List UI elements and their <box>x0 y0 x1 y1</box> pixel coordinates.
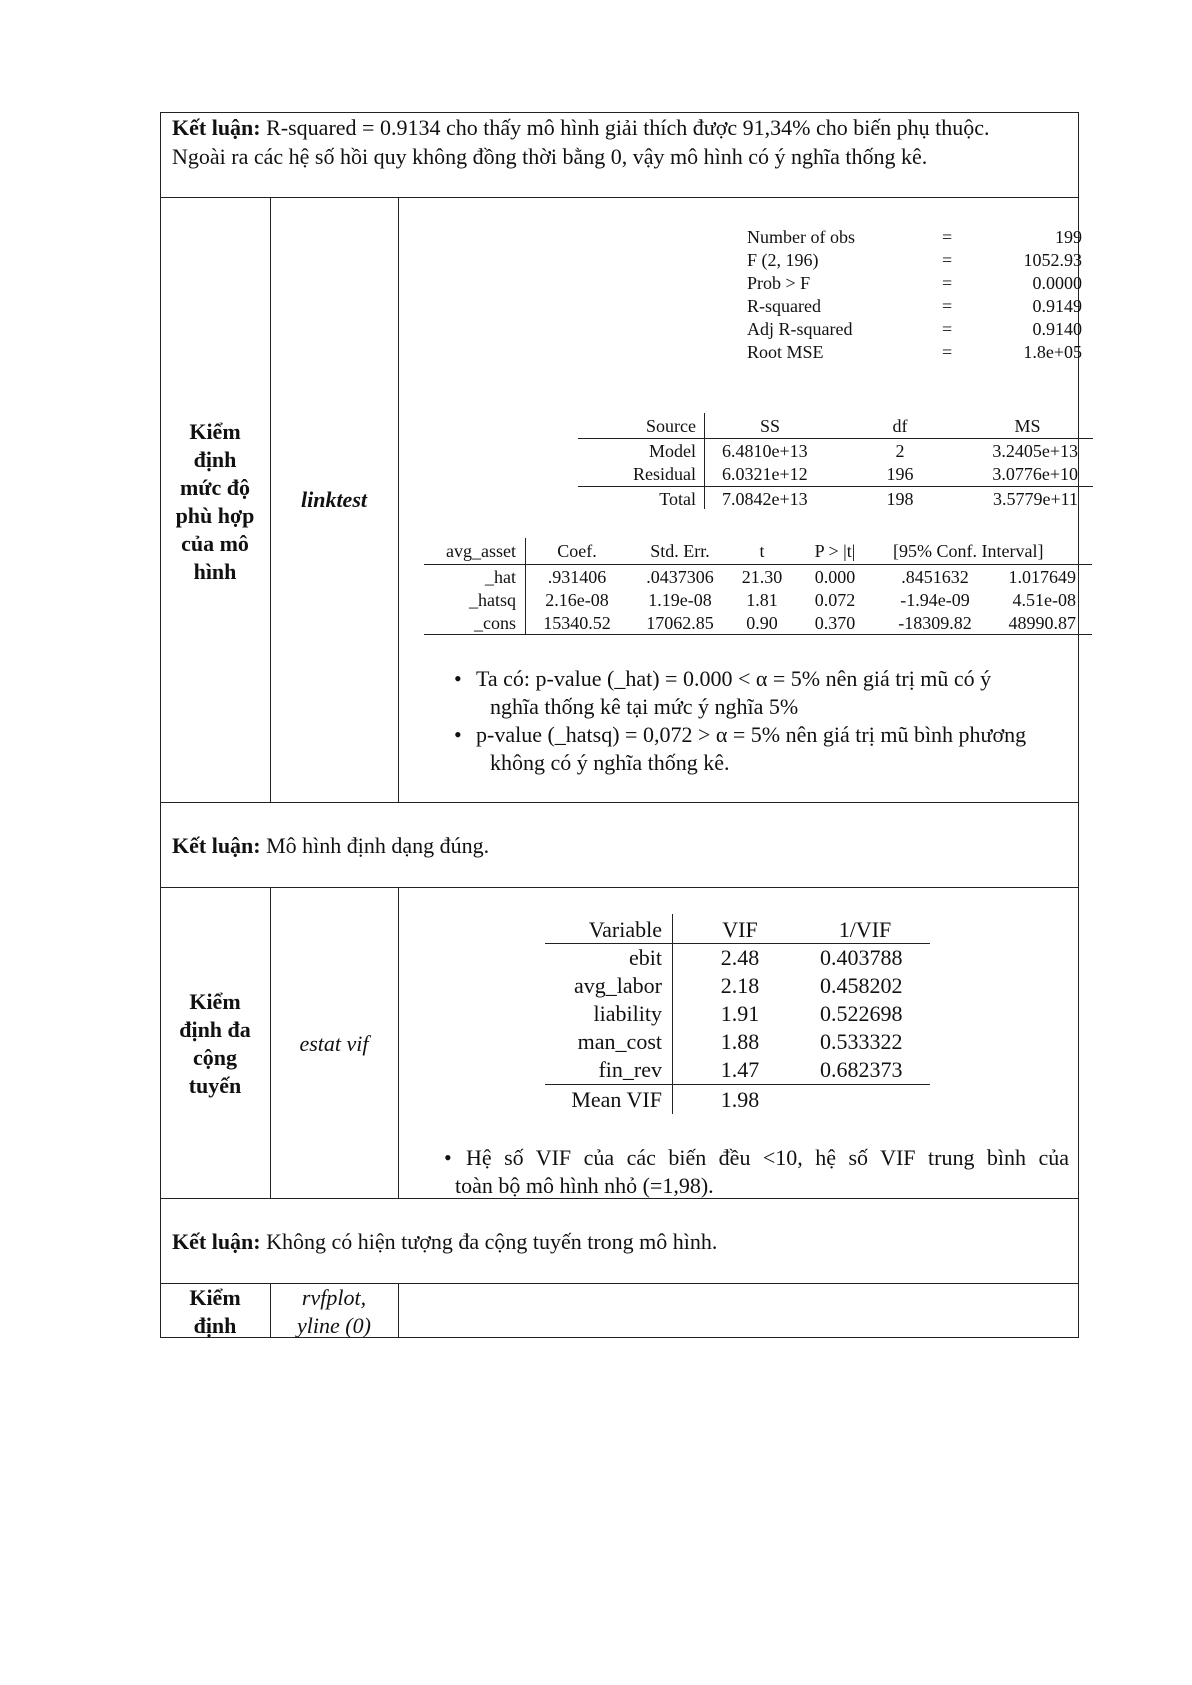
label-line: cộng <box>193 1045 237 1070</box>
bullet-item <box>454 721 1076 777</box>
stat-eq: = <box>942 227 953 247</box>
coef-var: _hat <box>485 567 516 587</box>
coef-value: .931406 <box>547 567 607 587</box>
stat-name: Prob > F <box>747 273 811 293</box>
vif-variable: liability <box>593 1001 662 1026</box>
stat-name: Adj R-squared <box>747 319 853 339</box>
label-line: Kiểm <box>189 989 241 1014</box>
vif-inverse: 0.522698 <box>820 1001 903 1026</box>
anova-ss: 7.0842e+13 <box>722 489 808 509</box>
bullet-text: Hệ số VIF của các biến đều <10, hệ số VIF trung bình của <box>466 1145 1069 1170</box>
coef-ci-low: -18309.82 <box>898 613 972 633</box>
conclusion-label: Kết luận: <box>172 833 261 858</box>
bullet-dot: • <box>454 722 462 747</box>
vif-inverse: 0.403788 <box>820 945 903 970</box>
vif-value: 1.91 <box>720 1001 760 1026</box>
anova-source: Residual <box>633 464 696 484</box>
coef-ci-high: 4.51e-08 <box>1012 590 1076 610</box>
coef-header: [95% Conf. Interval] <box>893 541 1044 561</box>
coef-p: 0.072 <box>814 590 856 610</box>
anova-ss: 6.0321e+12 <box>722 464 808 484</box>
conclusion-label: Kết luận: <box>172 115 261 140</box>
coef-var: _hatsq <box>469 590 516 610</box>
anova-ss: 6.4810e+13 <box>722 441 808 461</box>
coef-ci-low: .8451632 <box>901 567 969 587</box>
coef-ci-high: 1.017649 <box>1008 567 1076 587</box>
coef-p: 0.000 <box>814 567 856 587</box>
bullet-text: nghĩa thống kê tại mức ý nghĩa 5% <box>490 694 799 719</box>
conclusion-text: Ngoài ra các hệ số hồi quy không đồng thời bằng 0, vậy mô hình có ý nghĩa thống kê. <box>172 144 928 169</box>
anova-header: Source <box>646 416 696 436</box>
heteroskedasticity-test-command <box>270 1284 398 1340</box>
coef-header: t <box>759 541 765 561</box>
anova-source: Model <box>649 441 696 461</box>
conclusion-significance <box>172 142 927 172</box>
label-line: của mô <box>181 531 249 556</box>
stat-value: 0.9140 <box>1032 319 1082 339</box>
bullet-text: p-value (_hatsq) = 0,072 > α = 5% nên giá trị mũ bình phương <box>476 722 1027 747</box>
table-rule <box>545 1084 930 1085</box>
label-line: hình <box>193 559 237 584</box>
coef-ci-low: -1.94e-09 <box>900 590 970 610</box>
row-divider <box>160 802 1079 803</box>
table-rule <box>578 438 1093 439</box>
anova-ms: 3.2405e+13 <box>992 441 1078 461</box>
stat-name: Root MSE <box>747 342 824 362</box>
stat-eq: = <box>942 296 953 316</box>
label-line: Kiểm <box>189 419 241 444</box>
stat-name: F (2, 196) <box>747 250 819 270</box>
anova-df: 2 <box>895 441 905 461</box>
vif-header: Variable <box>588 917 662 942</box>
vif-header: 1/VIF <box>838 917 892 942</box>
label-line: định đa <box>179 1017 251 1042</box>
table-rule <box>545 943 930 944</box>
bullet-text: toàn bộ mô hình nhỏ (=1,98). <box>455 1173 714 1198</box>
coef-t: 0.90 <box>746 613 778 633</box>
row-divider <box>160 887 1079 888</box>
stat-value: 1.8e+05 <box>1023 342 1082 362</box>
coef-ci-high: 48990.87 <box>1008 613 1076 633</box>
table-separator <box>704 413 705 509</box>
command-line: yline (0) <box>297 1313 371 1338</box>
vif-header: VIF <box>722 917 758 942</box>
bullet-text: không có ý nghĩa thống kê. <box>490 750 730 775</box>
vif-inverse: 0.533322 <box>820 1029 903 1054</box>
anova-header: df <box>892 416 908 436</box>
coef-header: Std. Err. <box>650 541 710 561</box>
stat-value: 1052.93 <box>1023 250 1082 270</box>
coef-var: _cons <box>474 613 516 633</box>
label-line: tuyến <box>188 1073 242 1098</box>
conclusion-text: Mô hình định dạng đúng. <box>260 833 490 858</box>
anova-df: 196 <box>886 464 914 484</box>
anova-source: Total <box>659 489 696 509</box>
stat-name: Number of obs <box>747 227 855 247</box>
coef-value: 2.16e-08 <box>545 590 609 610</box>
vif-mean-label: Mean VIF <box>571 1087 662 1112</box>
bullet-text: Ta có: p-value (_hat) = 0.000 < α = 5% nên giá trị mũ có ý <box>476 666 992 691</box>
conclusion-text: Không có hiện tượng đa cộng tuyến trong mô hình. <box>260 1229 718 1254</box>
label-line: Kiểm <box>189 1285 241 1310</box>
vif-value: 2.18 <box>720 973 760 998</box>
label-line: định <box>193 1313 237 1338</box>
label-line: mức độ <box>179 475 251 500</box>
stat-eq: = <box>942 250 953 270</box>
conclusion-rsquared <box>172 113 989 143</box>
vif-value: 1.88 <box>720 1029 760 1054</box>
coef-se: .0437306 <box>646 567 714 587</box>
vif-value: 2.48 <box>720 945 760 970</box>
stat-eq: = <box>942 319 953 339</box>
coef-header: Coef. <box>557 541 597 561</box>
vif-test-command: estat vif <box>299 1031 369 1056</box>
anova-df: 198 <box>886 489 914 509</box>
col-divider <box>398 197 399 802</box>
coef-t: 21.30 <box>741 567 783 587</box>
vif-mean-value: 1.98 <box>720 1087 760 1112</box>
stat-value: 0.9149 <box>1032 296 1082 316</box>
stat-eq: = <box>942 342 953 362</box>
conclusion-text: R-squared = 0.9134 cho thấy mô hình giải thích được 91,34% cho biến phụ thuộc. <box>260 115 990 140</box>
coef-t: 1.81 <box>746 590 778 610</box>
bullet-dot: • <box>454 666 462 691</box>
label-line: phù hợp <box>175 503 255 528</box>
anova-ms: 3.0776e+10 <box>992 464 1078 484</box>
vif-variable: ebit <box>629 945 662 970</box>
coef-se: 1.19e-08 <box>648 590 712 610</box>
conclusion-specification <box>172 831 489 861</box>
vif-test-label <box>160 988 270 1100</box>
table-separator <box>525 538 526 634</box>
bullet-item <box>454 665 1074 721</box>
fit-test-command: linktest <box>300 487 367 512</box>
coef-header: P > |t| <box>814 541 856 561</box>
coef-header: avg_asset <box>446 541 516 561</box>
anova-header: MS <box>1014 416 1041 436</box>
stat-value: 199 <box>1055 227 1082 247</box>
vif-variable: avg_labor <box>574 973 662 998</box>
vif-variable: man_cost <box>577 1029 662 1054</box>
table-rule <box>424 634 1092 635</box>
heteroskedasticity-test-label <box>160 1284 270 1340</box>
coef-p: 0.370 <box>814 613 856 633</box>
fit-test-label <box>160 418 270 586</box>
anova-ms: 3.5779e+11 <box>993 489 1078 509</box>
vif-inverse: 0.458202 <box>820 973 903 998</box>
bullet-item <box>444 1144 1069 1200</box>
stat-eq: = <box>942 273 953 293</box>
stat-value: 0.0000 <box>1032 273 1082 293</box>
coef-value: 15340.52 <box>543 613 611 633</box>
coef-se: 17062.85 <box>646 613 714 633</box>
table-rule <box>578 486 1093 487</box>
col-divider <box>398 1283 399 1338</box>
vif-variable: fin_rev <box>598 1057 662 1082</box>
vif-value: 1.47 <box>720 1057 760 1082</box>
conclusion-multicollinearity <box>172 1227 717 1257</box>
row-divider <box>160 197 1079 198</box>
conclusion-label: Kết luận: <box>172 1229 261 1254</box>
label-line: định <box>193 447 237 472</box>
col-divider <box>398 887 399 1198</box>
command-line: rvfplot, <box>301 1285 367 1310</box>
anova-header: SS <box>759 416 781 436</box>
stat-name: R-squared <box>747 296 821 316</box>
bullet-dot: • <box>444 1145 452 1170</box>
vif-inverse: 0.682373 <box>820 1057 903 1082</box>
